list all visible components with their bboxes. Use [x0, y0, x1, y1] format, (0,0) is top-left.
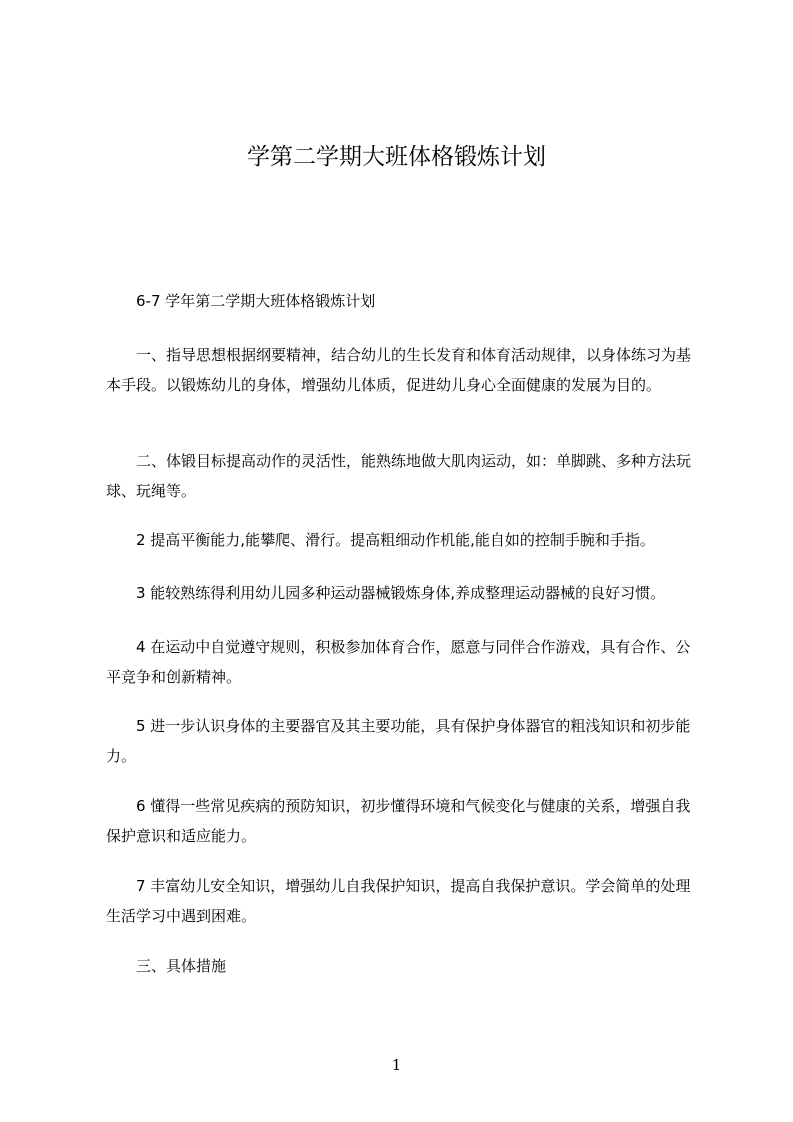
document-title: 学第二学期大班体格锻炼计划 [247, 144, 546, 170]
paragraph-goals: 二、体锻目标提高动作的灵活性，能熟练地做大肌肉运动，如：单脚跳、多种方法玩球、玩绳等。 [106, 452, 692, 500]
paragraph-guiding-ideology: 一、指导思想根据纲要精神，结合幼儿的生长发育和体育活动规律，以身体练习为基本手段。以锻炼幼儿的身体，增强幼儿体质，促进幼儿身心全面健康的发展为目的。 [106, 346, 692, 394]
page-number: 1 [391, 1056, 402, 1074]
paragraph-goal-5: 5 进一步认识身体的主要器官及其主要功能，具有保护身体器官的粗浅知识和初步能力。 [106, 717, 691, 765]
paragraph-goal-6: 6 懂得一些常见疾病的预防知识，初步懂得环境和气候变化与健康的关系，增强自我保护意识和适应能力。 [106, 797, 691, 845]
paragraph-subtitle: 6-7 学年第二学期大班体格锻炼计划 [136, 292, 376, 310]
paragraph-goal-3: 3 能较熟练得利用幼儿园多种运动器械锻炼身体,养成整理运动器械的良好习惯。 [136, 584, 666, 602]
paragraph-goal-4: 4 在运动中自觉遵守规则，积极参加体育合作，愿意与同伴合作游戏，具有合作、公平竞争和创新精神。 [106, 638, 691, 686]
paragraph-goal-7: 7 丰富幼儿安全知识，增强幼儿自我保护知识，提高自我保护意识。学会简单的处理生活学习中遇到困难。 [106, 877, 691, 925]
paragraph-measures-heading: 三、具体措施 [136, 957, 227, 975]
paragraph-goal-2: 2 提高平衡能力,能攀爬、滑行。提高粗细动作机能,能自如的控制手腕和手指。 [136, 531, 655, 549]
